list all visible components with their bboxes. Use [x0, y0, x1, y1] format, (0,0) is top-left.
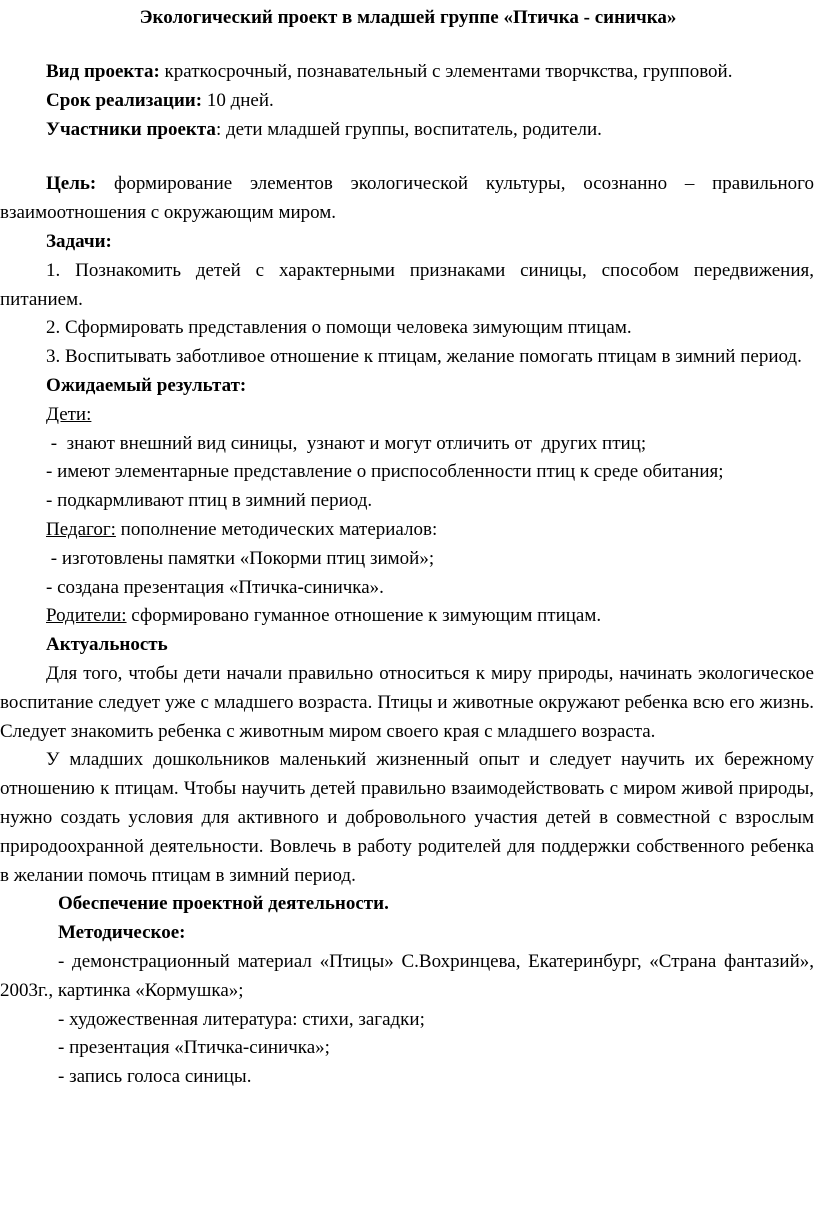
teacher-item-1: - изготовлены памятки «Покорми птиц зимой»; — [46, 547, 435, 569]
expected-label: Ожидаемый результат: — [46, 374, 247, 396]
children-item-2: - имеют элементарные представление о приспособленности птиц к среде обитания; — [46, 461, 724, 483]
relevance-paragraph-2: У младших дошкольников маленький жизненный опыт и следует научить их бережному отношению к птицам. Чтобы научить детей правильно взаимодействовать с миром живой природы, нужно создать условия для активного и добровольного участия детей в совместной с взрослым природоохранной деятельности. Вовлечь в работу родителей для поддержки собственного ребенка в желании помочь птицам в зимний период. — [0, 749, 814, 886]
duration-text: 10 дней. — [206, 89, 274, 111]
provision-item-3: - презентация «Птичка-синичка»; — [58, 1037, 330, 1059]
teacher-item-2: - создана презентация «Птичка-синичка». — [46, 576, 384, 598]
task-item-2: 2. Сформировать представления о помощи человека зимующим птицам. — [46, 317, 632, 339]
tasks-label: Задачи: — [46, 230, 112, 252]
task-item-3: 3. Воспитывать заботливое отношение к птицам, желание помогать птицам в зимний период. — [46, 346, 802, 368]
provision-item-1: - демонстрационный материал «Птицы» С.Вохринцева, Екатеринбург, «Страна фантазий», 2003г., картинка «Кормушка»; — [0, 950, 814, 1001]
task-item-1: 1. Познакомить детей с характерными признаками синицы, способом передвижения, питанием. — [0, 259, 814, 310]
methodical-label: Методическое: — [58, 922, 186, 944]
teacher-text: пополнение методических материалов: — [115, 518, 438, 540]
participants-paragraph — [0, 116, 814, 145]
relevance-paragraph-1: Для того, чтобы дети начали правильно относиться к миру природы, начинать экологическое воспитание следует уже с младшего возраста. Птицы и животные окружают ребенка всю его жизнь. Следует знакомить ребенка с животным миром своего края с младшего возраста. — [0, 662, 814, 742]
parents-paragraph — [0, 602, 814, 631]
relevance-label: Актуальность — [46, 634, 168, 656]
children-item-1: - знают внешний вид синицы, узнают и могут отличить от других птиц; — [46, 432, 647, 454]
participants-label: Участники проекта — [46, 118, 216, 140]
project-type-text: краткосрочный, познавательный с элементами творчкства, групповой. — [164, 61, 733, 82]
duration-paragraph — [0, 87, 814, 116]
duration-label: Срок реализации: — [46, 89, 203, 111]
provision-item-4: - запись голоса синицы. — [58, 1066, 252, 1088]
children-label: Дети: — [46, 403, 92, 425]
parents-label: Родители: — [46, 605, 127, 627]
participants-text: : дети младшей группы, воспитатель, родители. — [215, 118, 602, 140]
provision-item-2: - художественная литература: стихи, загадки; — [58, 1008, 425, 1030]
spacer — [0, 144, 814, 170]
teacher-label: Педагог: — [46, 518, 116, 540]
project-type-label: Вид проекта: — [46, 61, 160, 82]
teacher-paragraph — [0, 516, 814, 545]
provision-label: Обеспечение проектной деятельности. — [58, 893, 389, 915]
document-title: Экологический проект в младшей группе «Птичка - синичка» — [139, 7, 677, 28]
document-body — [0, 58, 814, 1092]
goal-text: формирование элементов экологической культуры, осознанно – правильного взаимоотношения с окружающим миром. — [0, 173, 815, 224]
project-type-paragraph — [0, 58, 814, 87]
goal-paragraph — [0, 170, 814, 228]
children-heading — [0, 401, 814, 430]
parents-text: сформировано гуманное отношение к зимующим птицам. — [126, 605, 602, 627]
children-item-3: - подкармливают птиц в зимний период. — [46, 490, 373, 512]
goal-label: Цель: — [46, 173, 97, 195]
